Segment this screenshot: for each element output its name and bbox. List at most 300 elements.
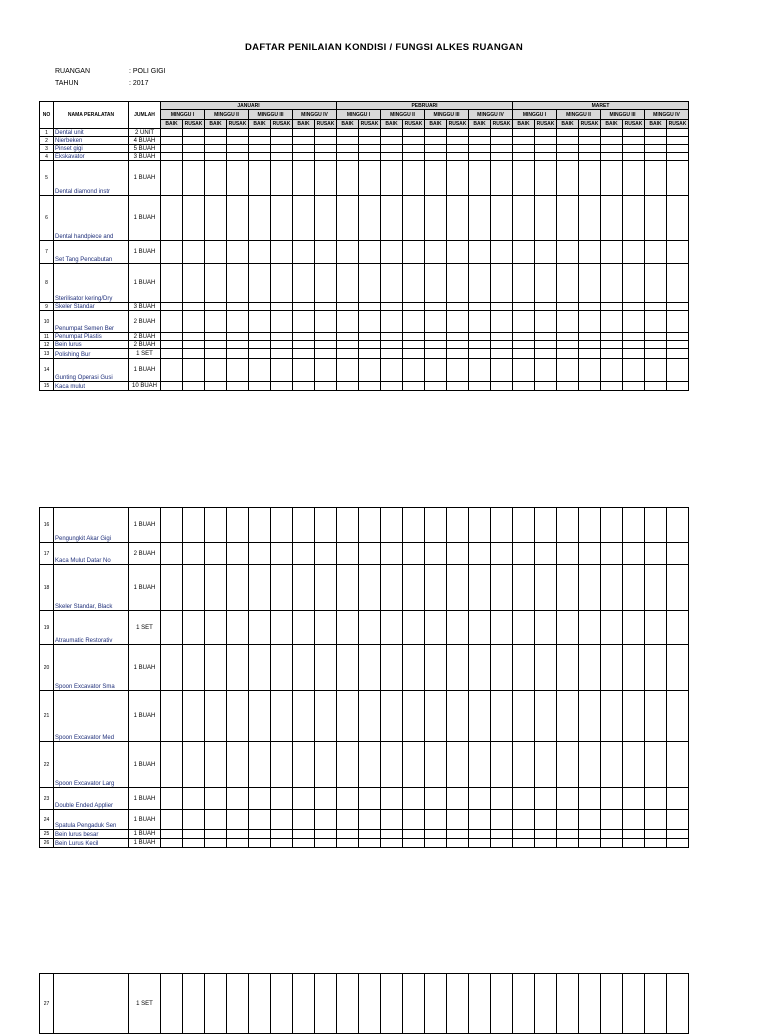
condition-cell[interactable] — [623, 137, 645, 145]
condition-cell[interactable] — [601, 508, 623, 543]
condition-cell[interactable] — [249, 303, 271, 311]
condition-cell[interactable] — [535, 543, 557, 565]
condition-cell[interactable] — [601, 341, 623, 349]
condition-cell[interactable] — [469, 359, 491, 382]
condition-cell[interactable] — [447, 349, 469, 359]
condition-cell[interactable] — [293, 742, 315, 788]
condition-cell[interactable] — [381, 565, 403, 611]
condition-cell[interactable] — [381, 788, 403, 810]
condition-cell[interactable] — [645, 359, 667, 382]
condition-cell[interactable] — [579, 333, 601, 341]
condition-cell[interactable] — [535, 839, 557, 848]
condition-cell[interactable] — [249, 145, 271, 153]
condition-cell[interactable] — [227, 974, 249, 1034]
condition-cell[interactable] — [359, 137, 381, 145]
condition-cell[interactable] — [667, 974, 689, 1034]
condition-cell[interactable] — [337, 129, 359, 137]
condition-cell[interactable] — [645, 145, 667, 153]
condition-cell[interactable] — [601, 543, 623, 565]
condition-cell[interactable] — [315, 341, 337, 349]
condition-cell[interactable] — [645, 543, 667, 565]
condition-cell[interactable] — [381, 810, 403, 830]
condition-cell[interactable] — [513, 196, 535, 241]
condition-cell[interactable] — [513, 839, 535, 848]
condition-cell[interactable] — [645, 349, 667, 359]
condition-cell[interactable] — [293, 788, 315, 810]
condition-cell[interactable] — [557, 359, 579, 382]
condition-cell[interactable] — [447, 543, 469, 565]
condition-cell[interactable] — [601, 788, 623, 810]
condition-cell[interactable] — [293, 333, 315, 341]
condition-cell[interactable] — [623, 341, 645, 349]
condition-cell[interactable] — [403, 145, 425, 153]
condition-cell[interactable] — [469, 333, 491, 341]
condition-cell[interactable] — [293, 196, 315, 241]
condition-cell[interactable] — [205, 691, 227, 742]
condition-cell[interactable] — [425, 303, 447, 311]
condition-cell[interactable] — [601, 153, 623, 161]
condition-cell[interactable] — [183, 137, 205, 145]
condition-cell[interactable] — [249, 196, 271, 241]
condition-cell[interactable] — [469, 349, 491, 359]
condition-cell[interactable] — [491, 382, 513, 391]
condition-cell[interactable] — [491, 349, 513, 359]
condition-cell[interactable] — [315, 742, 337, 788]
condition-cell[interactable] — [205, 645, 227, 691]
condition-cell[interactable] — [513, 303, 535, 311]
condition-cell[interactable] — [535, 161, 557, 196]
condition-cell[interactable] — [183, 611, 205, 645]
condition-cell[interactable] — [183, 691, 205, 742]
condition-cell[interactable] — [623, 565, 645, 611]
condition-cell[interactable] — [557, 137, 579, 145]
condition-cell[interactable] — [359, 341, 381, 349]
condition-cell[interactable] — [249, 974, 271, 1034]
condition-cell[interactable] — [381, 359, 403, 382]
condition-cell[interactable] — [513, 645, 535, 691]
condition-cell[interactable] — [557, 129, 579, 137]
condition-cell[interactable] — [293, 241, 315, 264]
condition-cell[interactable] — [535, 565, 557, 611]
condition-cell[interactable] — [623, 311, 645, 333]
condition-cell[interactable] — [447, 359, 469, 382]
condition-cell[interactable] — [183, 788, 205, 810]
condition-cell[interactable] — [667, 153, 689, 161]
condition-cell[interactable] — [425, 611, 447, 645]
condition-cell[interactable] — [491, 974, 513, 1034]
condition-cell[interactable] — [293, 565, 315, 611]
condition-cell[interactable] — [469, 145, 491, 153]
condition-cell[interactable] — [205, 333, 227, 341]
condition-cell[interactable] — [161, 333, 183, 341]
condition-cell[interactable] — [227, 543, 249, 565]
condition-cell[interactable] — [623, 645, 645, 691]
condition-cell[interactable] — [227, 691, 249, 742]
condition-cell[interactable] — [425, 691, 447, 742]
condition-cell[interactable] — [447, 145, 469, 153]
condition-cell[interactable] — [205, 611, 227, 645]
condition-cell[interactable] — [557, 196, 579, 241]
condition-cell[interactable] — [381, 645, 403, 691]
condition-cell[interactable] — [403, 974, 425, 1034]
condition-cell[interactable] — [579, 691, 601, 742]
condition-cell[interactable] — [667, 788, 689, 810]
condition-cell[interactable] — [535, 691, 557, 742]
condition-cell[interactable] — [513, 137, 535, 145]
condition-cell[interactable] — [359, 974, 381, 1034]
condition-cell[interactable] — [667, 359, 689, 382]
condition-cell[interactable] — [557, 788, 579, 810]
condition-cell[interactable] — [161, 161, 183, 196]
condition-cell[interactable] — [161, 742, 183, 788]
condition-cell[interactable] — [293, 508, 315, 543]
condition-cell[interactable] — [579, 311, 601, 333]
condition-cell[interactable] — [513, 611, 535, 645]
condition-cell[interactable] — [227, 645, 249, 691]
condition-cell[interactable] — [557, 508, 579, 543]
condition-cell[interactable] — [337, 241, 359, 264]
condition-cell[interactable] — [557, 611, 579, 645]
condition-cell[interactable] — [513, 359, 535, 382]
condition-cell[interactable] — [601, 333, 623, 341]
condition-cell[interactable] — [337, 742, 359, 788]
condition-cell[interactable] — [205, 543, 227, 565]
condition-cell[interactable] — [227, 508, 249, 543]
condition-cell[interactable] — [227, 742, 249, 788]
condition-cell[interactable] — [293, 264, 315, 303]
condition-cell[interactable] — [337, 341, 359, 349]
condition-cell[interactable] — [359, 830, 381, 839]
condition-cell[interactable] — [227, 153, 249, 161]
condition-cell[interactable] — [425, 382, 447, 391]
condition-cell[interactable] — [227, 196, 249, 241]
condition-cell[interactable] — [403, 349, 425, 359]
condition-cell[interactable] — [381, 241, 403, 264]
condition-cell[interactable] — [161, 543, 183, 565]
condition-cell[interactable] — [425, 341, 447, 349]
condition-cell[interactable] — [315, 691, 337, 742]
condition-cell[interactable] — [359, 543, 381, 565]
condition-cell[interactable] — [359, 810, 381, 830]
condition-cell[interactable] — [579, 382, 601, 391]
condition-cell[interactable] — [161, 137, 183, 145]
condition-cell[interactable] — [359, 565, 381, 611]
condition-cell[interactable] — [645, 196, 667, 241]
condition-cell[interactable] — [469, 153, 491, 161]
condition-cell[interactable] — [315, 839, 337, 848]
condition-cell[interactable] — [205, 311, 227, 333]
condition-cell[interactable] — [359, 196, 381, 241]
condition-cell[interactable] — [513, 153, 535, 161]
condition-cell[interactable] — [425, 196, 447, 241]
condition-cell[interactable] — [183, 839, 205, 848]
condition-cell[interactable] — [161, 153, 183, 161]
condition-cell[interactable] — [403, 788, 425, 810]
condition-cell[interactable] — [601, 691, 623, 742]
condition-cell[interactable] — [293, 145, 315, 153]
condition-cell[interactable] — [315, 349, 337, 359]
condition-cell[interactable] — [183, 311, 205, 333]
condition-cell[interactable] — [359, 161, 381, 196]
condition-cell[interactable] — [227, 349, 249, 359]
condition-cell[interactable] — [425, 129, 447, 137]
condition-cell[interactable] — [205, 382, 227, 391]
condition-cell[interactable] — [469, 974, 491, 1034]
condition-cell[interactable] — [205, 359, 227, 382]
condition-cell[interactable] — [205, 153, 227, 161]
condition-cell[interactable] — [601, 303, 623, 311]
condition-cell[interactable] — [249, 333, 271, 341]
condition-cell[interactable] — [425, 839, 447, 848]
condition-cell[interactable] — [579, 974, 601, 1034]
condition-cell[interactable] — [579, 810, 601, 830]
condition-cell[interactable] — [667, 691, 689, 742]
condition-cell[interactable] — [161, 830, 183, 839]
condition-cell[interactable] — [491, 611, 513, 645]
condition-cell[interactable] — [623, 145, 645, 153]
condition-cell[interactable] — [491, 645, 513, 691]
condition-cell[interactable] — [513, 382, 535, 391]
condition-cell[interactable] — [491, 161, 513, 196]
condition-cell[interactable] — [271, 543, 293, 565]
condition-cell[interactable] — [447, 333, 469, 341]
condition-cell[interactable] — [557, 810, 579, 830]
condition-cell[interactable] — [469, 830, 491, 839]
condition-cell[interactable] — [667, 830, 689, 839]
condition-cell[interactable] — [667, 145, 689, 153]
condition-cell[interactable] — [645, 311, 667, 333]
condition-cell[interactable] — [667, 543, 689, 565]
condition-cell[interactable] — [667, 196, 689, 241]
condition-cell[interactable] — [205, 161, 227, 196]
condition-cell[interactable] — [293, 161, 315, 196]
condition-cell[interactable] — [315, 543, 337, 565]
condition-cell[interactable] — [601, 161, 623, 196]
condition-cell[interactable] — [645, 161, 667, 196]
condition-cell[interactable] — [535, 645, 557, 691]
condition-cell[interactable] — [293, 611, 315, 645]
condition-cell[interactable] — [381, 153, 403, 161]
condition-cell[interactable] — [183, 145, 205, 153]
condition-cell[interactable] — [359, 145, 381, 153]
condition-cell[interactable] — [183, 359, 205, 382]
condition-cell[interactable] — [469, 382, 491, 391]
condition-cell[interactable] — [601, 145, 623, 153]
condition-cell[interactable] — [601, 565, 623, 611]
condition-cell[interactable] — [315, 241, 337, 264]
condition-cell[interactable] — [425, 508, 447, 543]
condition-cell[interactable] — [293, 341, 315, 349]
condition-cell[interactable] — [359, 839, 381, 848]
condition-cell[interactable] — [315, 830, 337, 839]
condition-cell[interactable] — [623, 742, 645, 788]
condition-cell[interactable] — [447, 742, 469, 788]
condition-cell[interactable] — [403, 153, 425, 161]
condition-cell[interactable] — [315, 810, 337, 830]
condition-cell[interactable] — [271, 611, 293, 645]
condition-cell[interactable] — [513, 810, 535, 830]
condition-cell[interactable] — [271, 333, 293, 341]
condition-cell[interactable] — [513, 691, 535, 742]
condition-cell[interactable] — [535, 810, 557, 830]
condition-cell[interactable] — [447, 645, 469, 691]
condition-cell[interactable] — [183, 161, 205, 196]
condition-cell[interactable] — [623, 264, 645, 303]
condition-cell[interactable] — [403, 543, 425, 565]
condition-cell[interactable] — [249, 839, 271, 848]
condition-cell[interactable] — [469, 611, 491, 645]
condition-cell[interactable] — [491, 691, 513, 742]
condition-cell[interactable] — [381, 508, 403, 543]
condition-cell[interactable] — [359, 303, 381, 311]
condition-cell[interactable] — [249, 153, 271, 161]
condition-cell[interactable] — [513, 341, 535, 349]
condition-cell[interactable] — [271, 830, 293, 839]
condition-cell[interactable] — [447, 303, 469, 311]
condition-cell[interactable] — [469, 543, 491, 565]
condition-cell[interactable] — [535, 333, 557, 341]
condition-cell[interactable] — [337, 264, 359, 303]
condition-cell[interactable] — [491, 830, 513, 839]
condition-cell[interactable] — [557, 333, 579, 341]
condition-cell[interactable] — [667, 611, 689, 645]
condition-cell[interactable] — [271, 145, 293, 153]
condition-cell[interactable] — [227, 161, 249, 196]
condition-cell[interactable] — [227, 264, 249, 303]
condition-cell[interactable] — [447, 264, 469, 303]
condition-cell[interactable] — [601, 839, 623, 848]
condition-cell[interactable] — [227, 565, 249, 611]
condition-cell[interactable] — [183, 264, 205, 303]
condition-cell[interactable] — [645, 691, 667, 742]
condition-cell[interactable] — [359, 153, 381, 161]
condition-cell[interactable] — [491, 311, 513, 333]
condition-cell[interactable] — [381, 196, 403, 241]
condition-cell[interactable] — [601, 129, 623, 137]
condition-cell[interactable] — [293, 382, 315, 391]
condition-cell[interactable] — [513, 349, 535, 359]
condition-cell[interactable] — [667, 303, 689, 311]
condition-cell[interactable] — [667, 742, 689, 788]
condition-cell[interactable] — [557, 645, 579, 691]
condition-cell[interactable] — [557, 341, 579, 349]
condition-cell[interactable] — [205, 264, 227, 303]
condition-cell[interactable] — [161, 645, 183, 691]
condition-cell[interactable] — [557, 974, 579, 1034]
condition-cell[interactable] — [491, 508, 513, 543]
condition-cell[interactable] — [249, 137, 271, 145]
condition-cell[interactable] — [359, 691, 381, 742]
condition-cell[interactable] — [623, 830, 645, 839]
condition-cell[interactable] — [667, 382, 689, 391]
condition-cell[interactable] — [381, 137, 403, 145]
condition-cell[interactable] — [271, 565, 293, 611]
condition-cell[interactable] — [337, 196, 359, 241]
condition-cell[interactable] — [579, 839, 601, 848]
condition-cell[interactable] — [535, 341, 557, 349]
condition-cell[interactable] — [183, 333, 205, 341]
condition-cell[interactable] — [337, 153, 359, 161]
condition-cell[interactable] — [271, 810, 293, 830]
condition-cell[interactable] — [205, 830, 227, 839]
condition-cell[interactable] — [205, 303, 227, 311]
condition-cell[interactable] — [667, 341, 689, 349]
condition-cell[interactable] — [579, 611, 601, 645]
condition-cell[interactable] — [513, 145, 535, 153]
condition-cell[interactable] — [381, 830, 403, 839]
condition-cell[interactable] — [315, 145, 337, 153]
condition-cell[interactable] — [227, 611, 249, 645]
condition-cell[interactable] — [249, 788, 271, 810]
condition-cell[interactable] — [205, 839, 227, 848]
condition-cell[interactable] — [513, 565, 535, 611]
condition-cell[interactable] — [491, 839, 513, 848]
condition-cell[interactable] — [271, 129, 293, 137]
condition-cell[interactable] — [579, 196, 601, 241]
condition-cell[interactable] — [403, 161, 425, 196]
condition-cell[interactable] — [491, 565, 513, 611]
condition-cell[interactable] — [293, 810, 315, 830]
condition-cell[interactable] — [425, 974, 447, 1034]
condition-cell[interactable] — [623, 839, 645, 848]
condition-cell[interactable] — [205, 341, 227, 349]
condition-cell[interactable] — [425, 153, 447, 161]
condition-cell[interactable] — [249, 645, 271, 691]
condition-cell[interactable] — [359, 645, 381, 691]
condition-cell[interactable] — [513, 974, 535, 1034]
condition-cell[interactable] — [491, 129, 513, 137]
condition-cell[interactable] — [645, 645, 667, 691]
condition-cell[interactable] — [161, 810, 183, 830]
condition-cell[interactable] — [557, 241, 579, 264]
condition-cell[interactable] — [315, 264, 337, 303]
condition-cell[interactable] — [403, 508, 425, 543]
condition-cell[interactable] — [425, 311, 447, 333]
condition-cell[interactable] — [469, 311, 491, 333]
condition-cell[interactable] — [403, 611, 425, 645]
condition-cell[interactable] — [161, 974, 183, 1034]
condition-cell[interactable] — [403, 311, 425, 333]
condition-cell[interactable] — [447, 382, 469, 391]
condition-cell[interactable] — [623, 810, 645, 830]
condition-cell[interactable] — [447, 153, 469, 161]
condition-cell[interactable] — [381, 341, 403, 349]
condition-cell[interactable] — [337, 161, 359, 196]
condition-cell[interactable] — [469, 137, 491, 145]
condition-cell[interactable] — [513, 333, 535, 341]
condition-cell[interactable] — [425, 830, 447, 839]
condition-cell[interactable] — [601, 645, 623, 691]
condition-cell[interactable] — [623, 241, 645, 264]
condition-cell[interactable] — [491, 153, 513, 161]
condition-cell[interactable] — [645, 341, 667, 349]
condition-cell[interactable] — [667, 645, 689, 691]
condition-cell[interactable] — [183, 153, 205, 161]
condition-cell[interactable] — [645, 788, 667, 810]
condition-cell[interactable] — [183, 382, 205, 391]
condition-cell[interactable] — [469, 839, 491, 848]
condition-cell[interactable] — [271, 303, 293, 311]
condition-cell[interactable] — [205, 810, 227, 830]
condition-cell[interactable] — [425, 359, 447, 382]
condition-cell[interactable] — [227, 830, 249, 839]
condition-cell[interactable] — [293, 359, 315, 382]
condition-cell[interactable] — [425, 742, 447, 788]
condition-cell[interactable] — [249, 830, 271, 839]
condition-cell[interactable] — [227, 137, 249, 145]
condition-cell[interactable] — [491, 145, 513, 153]
condition-cell[interactable] — [271, 839, 293, 848]
